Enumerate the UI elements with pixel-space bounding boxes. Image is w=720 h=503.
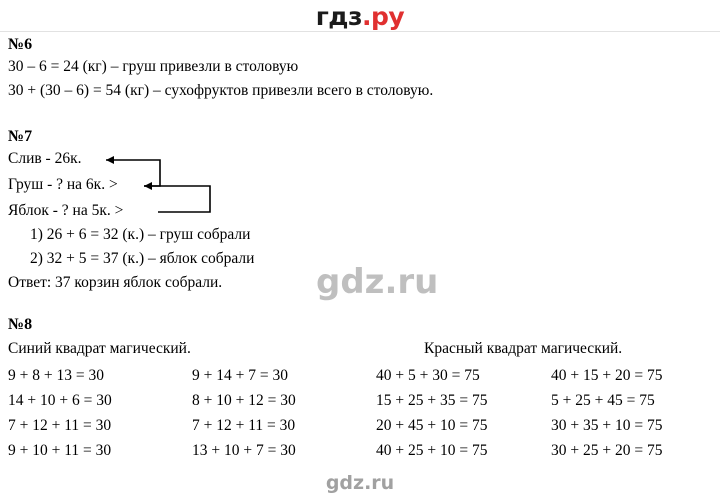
logo-text-ru: ру [371, 2, 405, 31]
task8-cell: 15 + 25 + 35 = 75 [376, 392, 488, 409]
task8-cell: 20 + 45 + 10 = 75 [376, 417, 488, 434]
watermark-bottom: gdz.ru [325, 472, 395, 494]
task7-line-2: Груш - ? на 6к. > [8, 176, 118, 193]
task8-cell: 8 + 10 + 12 = 30 [192, 392, 296, 409]
task7-line-4: 1) 26 + 6 = 32 (к.) – груш собрали [30, 226, 251, 243]
task7-line-3: Яблок - ? на 5к. > [8, 202, 124, 219]
header-divider [0, 31, 720, 32]
task8-cell: 9 + 8 + 13 = 30 [8, 367, 104, 384]
task8-cell: 7 + 12 + 11 = 30 [8, 417, 112, 434]
relation-arrows-diagram [100, 140, 230, 220]
table-row [8, 392, 714, 417]
task-number-6: №6 [8, 36, 33, 53]
watermark-center: gdz.ru [316, 262, 439, 302]
task8-cell: 13 + 10 + 7 = 30 [192, 442, 296, 459]
table-row [8, 367, 714, 392]
task8-cell: 40 + 25 + 10 = 75 [376, 442, 488, 459]
task8-cell: 14 + 10 + 6 = 30 [8, 392, 112, 409]
task6-line-1: 30 – 6 = 24 (кг) – груш привезли в столовую [8, 58, 299, 75]
task8-subtitle-red: Красный квадрат магический. [424, 340, 623, 357]
task8-cell: 40 + 15 + 20 = 75 [551, 367, 663, 384]
task8-equation-grid [8, 367, 714, 467]
task8-cell: 5 + 25 + 45 = 75 [551, 392, 655, 409]
task8-cell: 9 + 14 + 7 = 30 [192, 367, 288, 384]
task7-line-5: 2) 32 + 5 = 37 (к.) – яблок собрали [30, 250, 255, 267]
task8-subtitle-blue: Синий квадрат магический. [8, 340, 191, 357]
table-row [8, 417, 714, 442]
task8-cell: 9 + 10 + 11 = 30 [8, 442, 112, 459]
task-number-7: №7 [8, 128, 33, 145]
task7-answer-line: Ответ: 37 корзин яблок собрали. [8, 274, 223, 291]
task7-line-1: Слив - 26к. [8, 150, 82, 167]
task8-cell: 7 + 12 + 11 = 30 [192, 417, 296, 434]
logo-text-gdz: гдз [315, 2, 363, 31]
task-number-8: №8 [8, 316, 33, 333]
task8-cell: 40 + 5 + 30 = 75 [376, 367, 480, 384]
logo-text-dot: . [362, 2, 372, 31]
table-row [8, 442, 714, 467]
task6-line-2: 30 + (30 – 6) = 54 (кг) – сухофруктов привезли всего в столовую. [8, 82, 434, 99]
site-logo[interactable] [0, 2, 720, 31]
task8-cell: 30 + 35 + 10 = 75 [551, 417, 663, 434]
task8-cell: 30 + 25 + 20 = 75 [551, 442, 663, 459]
